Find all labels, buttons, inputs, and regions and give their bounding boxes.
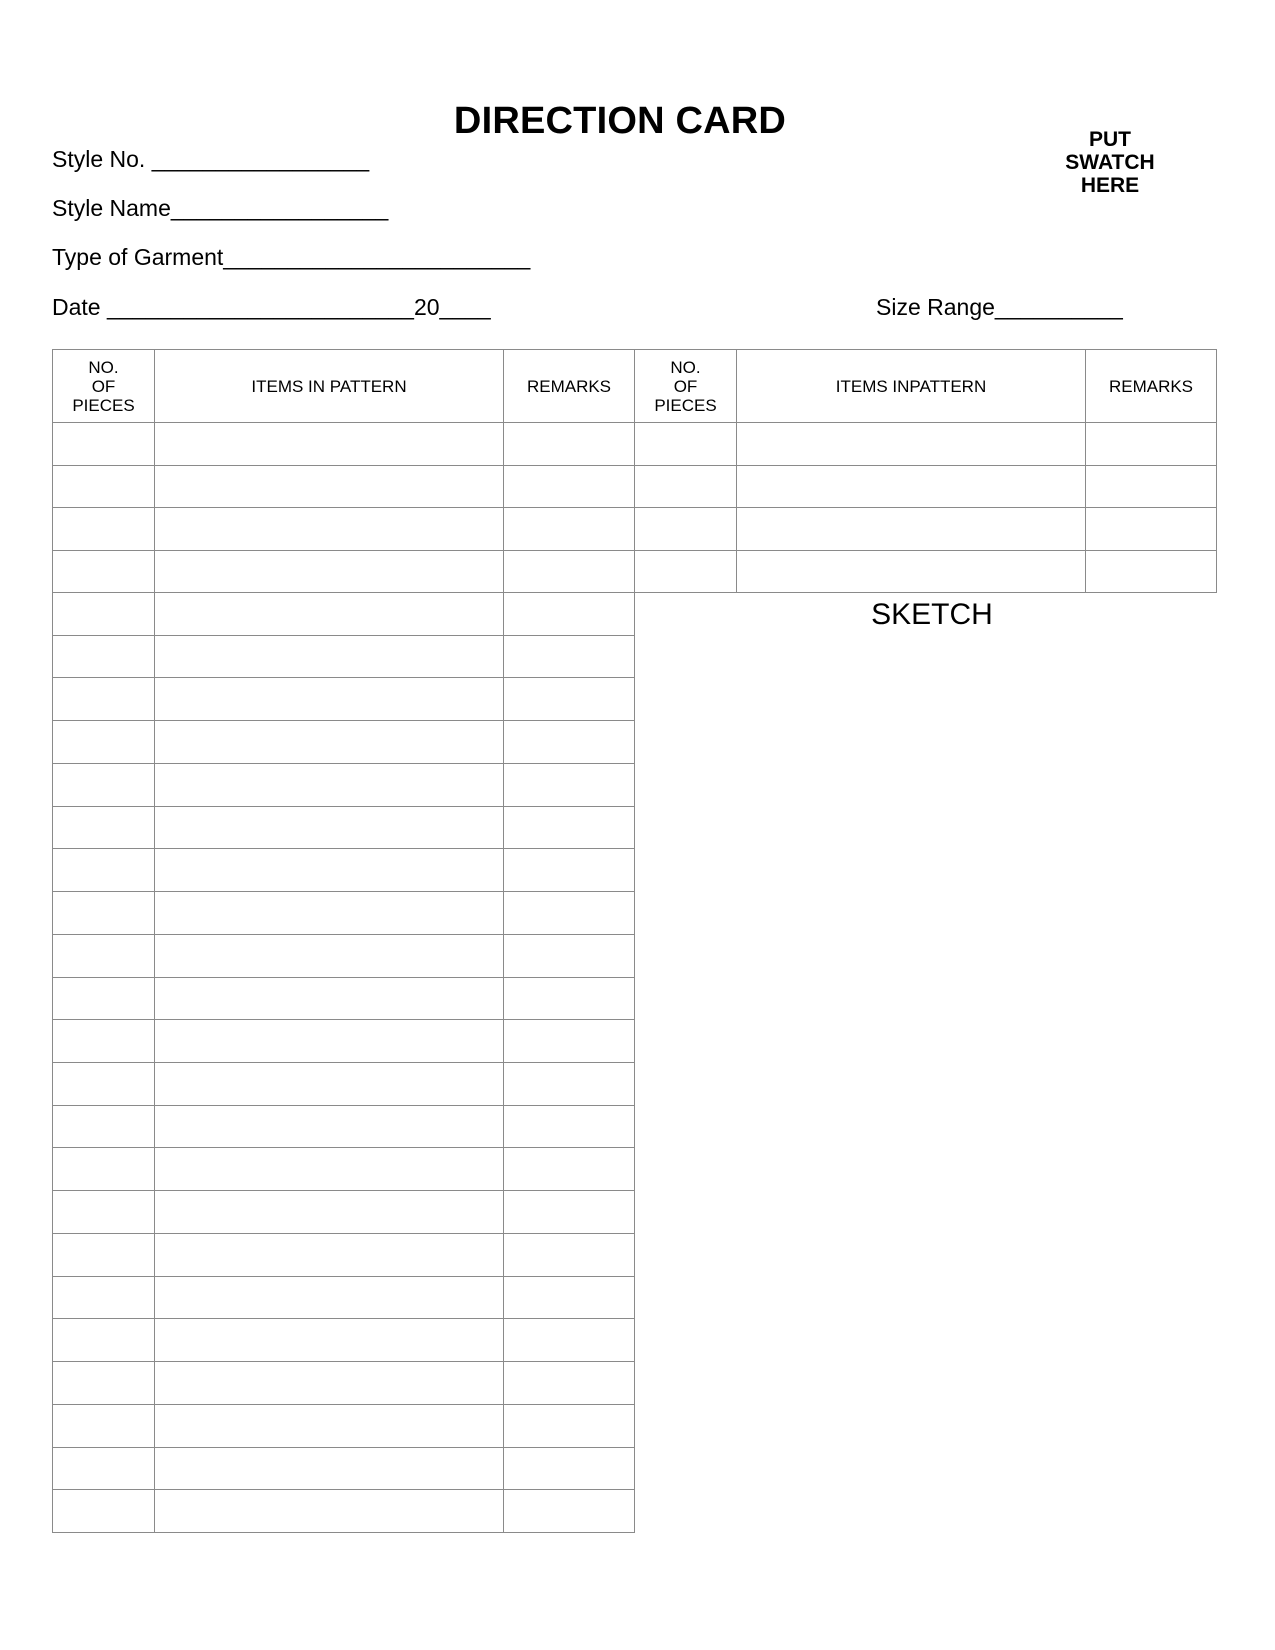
table-row-line [52, 806, 635, 807]
table-row-line [52, 1105, 635, 1106]
swatch-line-3: HERE [1080, 174, 1140, 197]
left-header-pieces: PIECES [72, 395, 135, 415]
style-name-field[interactable]: Style Name_________________ [52, 195, 389, 221]
table-column-line [52, 349, 53, 1533]
table-column-line [1216, 349, 1217, 593]
right-no-of-pieces-header [635, 350, 736, 422]
table-column-line [736, 349, 737, 593]
table-row-line [52, 1019, 635, 1020]
table-column-line [634, 349, 635, 1533]
table-row-line [52, 1447, 635, 1448]
table-row-line [52, 1147, 635, 1148]
right-header-no: NO. [670, 357, 701, 377]
table-row-line [52, 977, 635, 978]
table-row-line [52, 1532, 635, 1533]
style-no-field[interactable]: Style No. _________________ [52, 146, 370, 172]
table-row-line [52, 1404, 635, 1405]
table-row-line [52, 763, 635, 764]
left-header-no: NO. [88, 357, 119, 377]
table-column-line [503, 349, 504, 1533]
left-header-of: OF [91, 376, 116, 396]
table-row-line [52, 1361, 635, 1362]
sketch-area[interactable] [636, 593, 1216, 1533]
left-remarks-header: REMARKS [526, 376, 612, 396]
table-row-line [52, 1276, 635, 1277]
size-range-field[interactable]: Size Range__________ [876, 294, 1123, 320]
table-row-line [52, 1489, 635, 1490]
left-no-of-pieces-header [53, 350, 154, 422]
right-header-pieces: PIECES [654, 395, 717, 415]
sketch-label: SKETCH [871, 598, 993, 631]
table-row-line [52, 720, 635, 721]
date-field[interactable]: Date ________________________20____ [52, 294, 491, 320]
table-column-line [154, 349, 155, 1533]
table-row-line [52, 1062, 635, 1063]
right-remarks-header: REMARKS [1108, 376, 1194, 396]
swatch-line-2: SWATCH [1065, 151, 1155, 174]
table-row-line [52, 934, 635, 935]
table-row-line [52, 635, 635, 636]
table-row-line [52, 677, 635, 678]
table-row-line [52, 891, 635, 892]
swatch-area [1040, 128, 1180, 197]
right-header-of: OF [673, 376, 698, 396]
table-column-line [1085, 349, 1086, 593]
table-row-line [52, 1233, 635, 1234]
page-title: DIRECTION CARD [453, 100, 787, 142]
swatch-line-1: PUT [1089, 128, 1131, 151]
left-items-header: ITEMS IN PATTERN [251, 376, 407, 396]
table-row-line [52, 848, 635, 849]
type-of-garment-field[interactable]: Type of Garment________________________ [52, 244, 531, 270]
table-row-line [52, 1190, 635, 1191]
table-row-line [52, 1318, 635, 1319]
right-items-header: ITEMS INPATTERN [835, 376, 987, 396]
